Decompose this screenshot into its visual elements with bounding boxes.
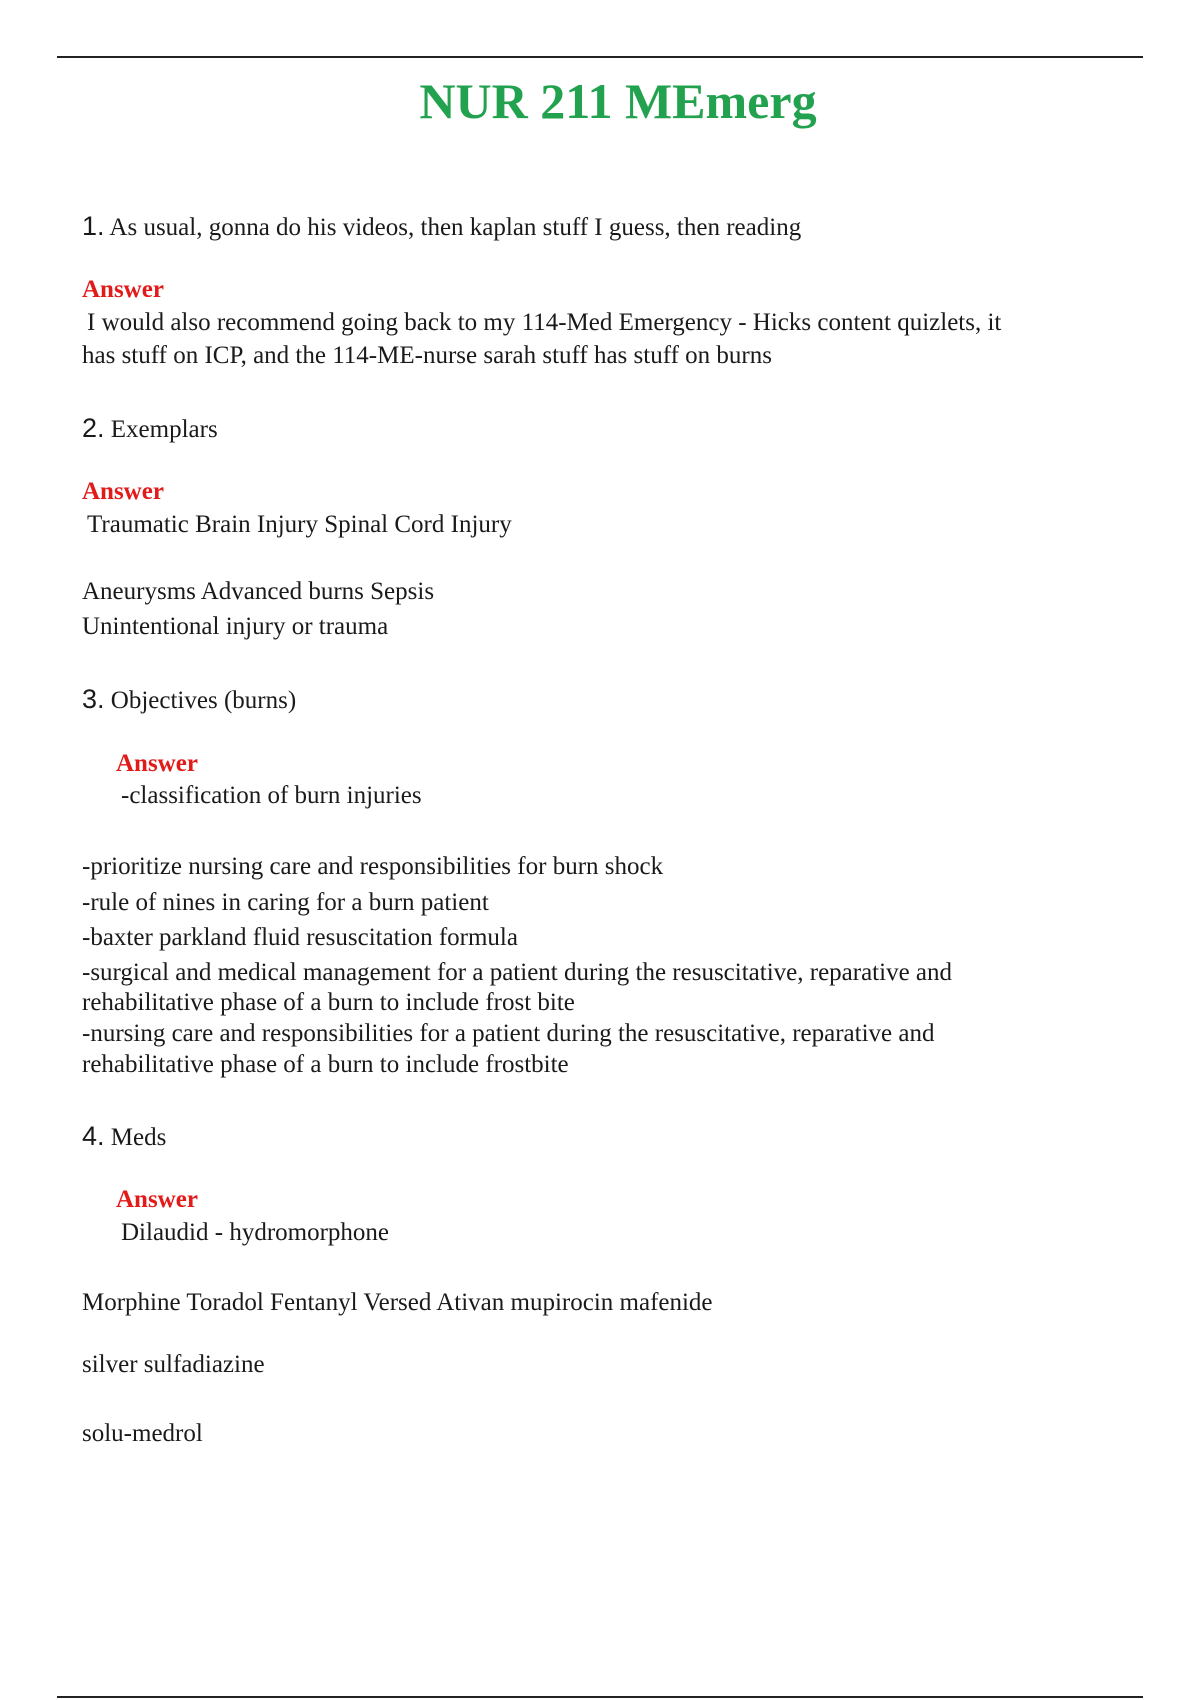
question-2 (82, 413, 218, 445)
answer-label: Answer (82, 276, 164, 303)
answer-label: Answer (116, 1186, 198, 1213)
question-text: Objectives (burns) (110, 687, 297, 714)
answer-line: rehabilitative phase of a burn to include frost bite (82, 989, 575, 1016)
question-text: Exemplars (110, 416, 218, 443)
answer-line: rehabilitative phase of a burn to include frostbite (82, 1051, 569, 1078)
question-number: 3. (82, 684, 105, 714)
question-1 (82, 211, 801, 243)
answer-line: has stuff on ICP, and the 114-ME-nurse sarah stuff has stuff on burns (82, 342, 772, 369)
answer-line: Dilaudid - hydromorphone (121, 1219, 390, 1246)
answer-line: -nursing care and responsibilities for a patient during the resuscitative, reparative and (82, 1020, 935, 1047)
bottom-rule (57, 1696, 1143, 1698)
answer-line: Traumatic Brain Injury Spinal Cord Injury (87, 511, 512, 538)
answer-line: -rule of nines in caring for a burn patient (82, 889, 489, 916)
answer-line: Aneurysms Advanced burns Sepsis (82, 578, 435, 605)
answer-line: Morphine Toradol Fentanyl Versed Ativan mupirocin mafenide (82, 1289, 713, 1316)
answer-label: Answer (116, 750, 198, 777)
answer-label: Answer (82, 478, 164, 505)
answer-line: solu-medrol (82, 1420, 203, 1447)
answer-line: I would also recommend going back to my 114-Med Emergency - Hicks content quizlets, it (87, 309, 1002, 336)
question-text: As usual, gonna do his videos, then kaplan stuff I guess, then reading (109, 214, 802, 241)
answer-line: Unintentional injury or trauma (82, 613, 389, 640)
question-text: Meds (110, 1124, 167, 1151)
question-3 (82, 684, 296, 716)
top-rule (57, 56, 1143, 58)
question-number: 4. (82, 1121, 105, 1151)
question-number: 2. (82, 413, 105, 443)
answer-line: -surgical and medical management for a patient during the resuscitative, reparative and (82, 959, 953, 986)
question-4 (82, 1121, 166, 1153)
answer-line: silver sulfadiazine (82, 1351, 265, 1378)
question-number: 1. (82, 211, 105, 241)
answer-line: -classification of burn injuries (121, 782, 422, 809)
answer-line: -baxter parkland fluid resuscitation formula (82, 924, 518, 951)
answer-line: -prioritize nursing care and responsibilities for burn shock (82, 853, 664, 880)
document-title: NUR 211 MEmerg (419, 73, 817, 129)
